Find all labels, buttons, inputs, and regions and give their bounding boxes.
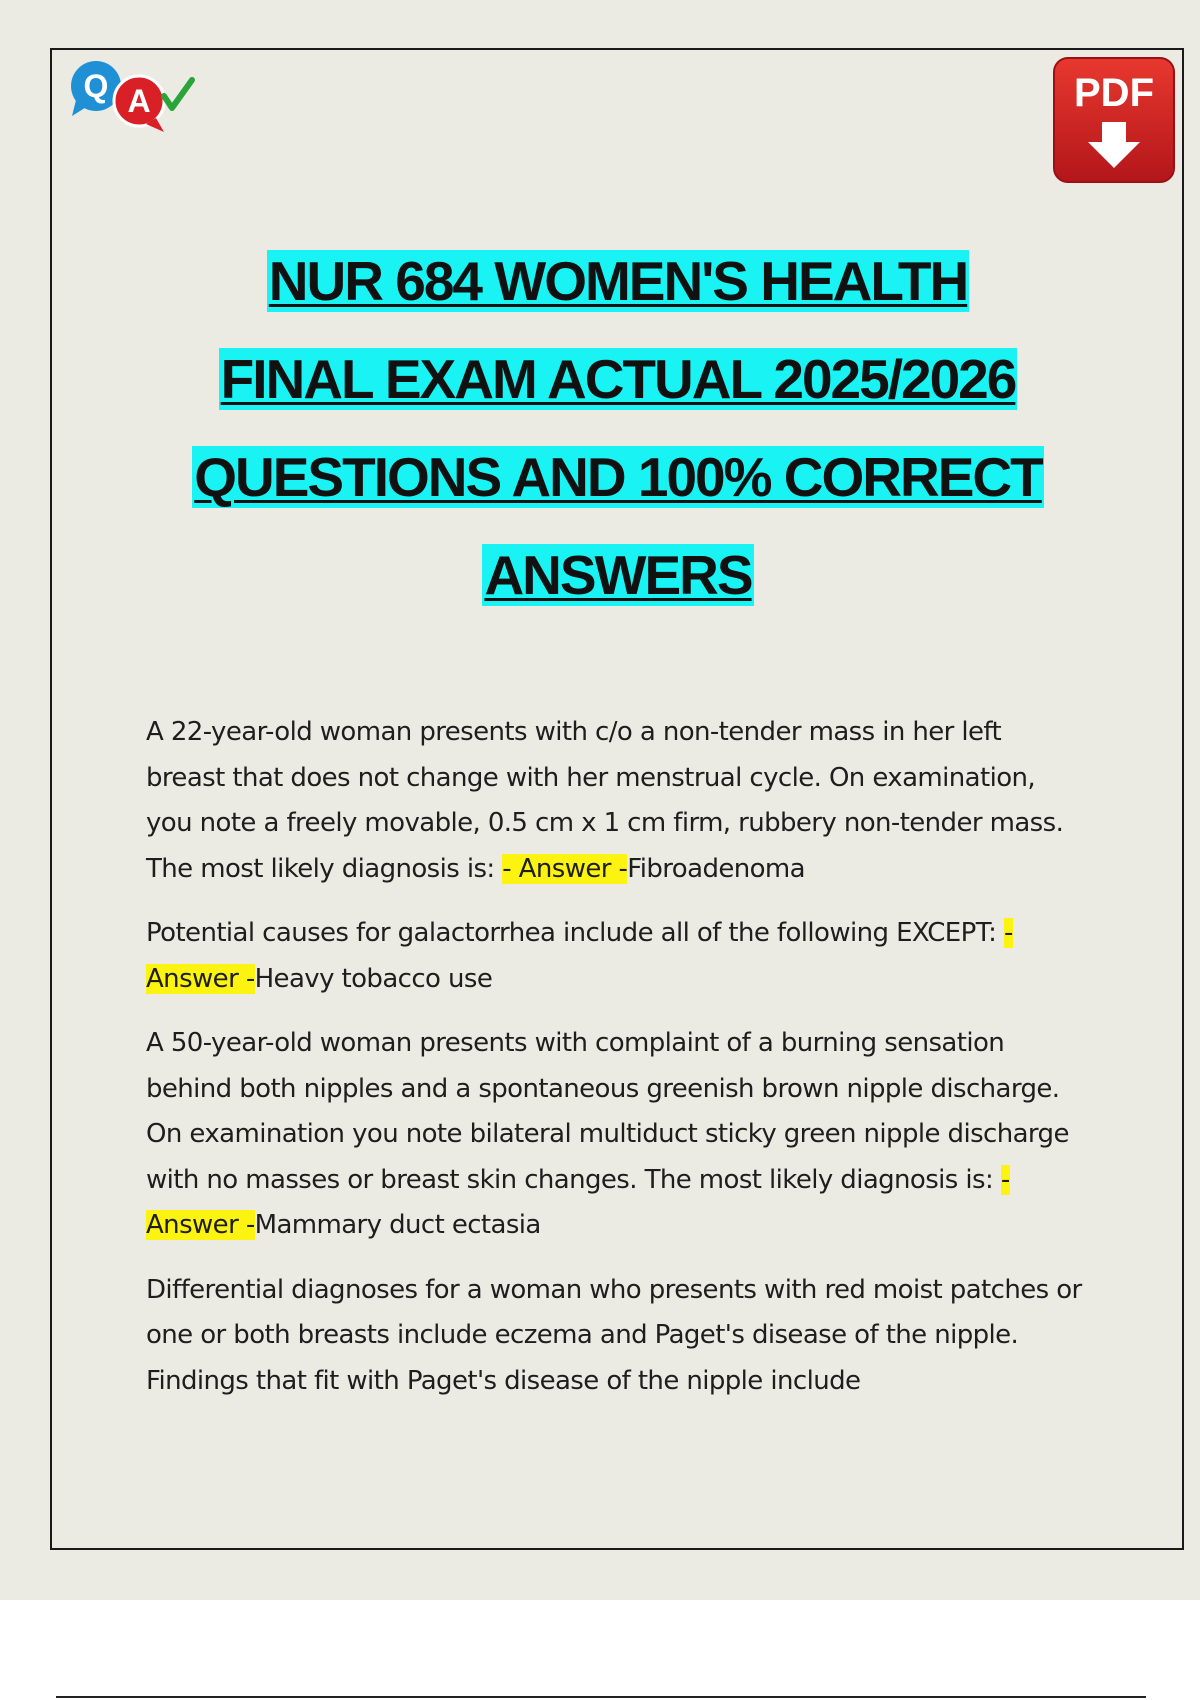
next-page-divider	[56, 1696, 1146, 1698]
title-line-1: NUR 684 WOMEN'S HEALTH	[268, 250, 968, 312]
answer-marker: - Answer -	[146, 918, 1013, 994]
title-line-3: QUESTIONS AND 100% CORRECT	[194, 446, 1042, 508]
question-text: Differential diagnoses for a woman who presents with red moist patches or one or both breasts include eczema and Paget's disease of the nipple. Findings that fit with Paget's disease of the nipple include	[146, 1274, 1082, 1396]
logo-q-letter: Q	[83, 68, 109, 104]
pdf-label: PDF	[1074, 71, 1154, 115]
question-text: A 22-year-old woman presents with c/o a non-tender mass in her left breast that does not change with her menstrual cycle. On examination, you note a freely movable, 0.5 cm x 1 cm firm, rubbery non-tender mass. The most likely diagnosis is:	[146, 717, 1064, 884]
qa-item	[146, 710, 1086, 892]
answer-text: Heavy tobacco use	[254, 963, 493, 994]
answer-text: Fibroadenoma	[627, 853, 805, 884]
answer-marker: - Answer -	[146, 1164, 1010, 1240]
question-text: A 50-year-old woman presents with complaint of a burning sensation behind both nipples and a spontaneous greenish brown nipple discharge. On examination you note bilateral multiduct sticky green nipple discharge with no masses or breast skin changes. The most likely diagnosis is:	[146, 1028, 1069, 1195]
title-line-4: ANSWERS	[484, 544, 752, 606]
qa-logo-icon	[68, 56, 198, 136]
document-title	[100, 232, 1136, 624]
qa-item	[146, 1021, 1086, 1249]
qa-item	[146, 911, 1086, 1002]
checkmark-icon	[164, 80, 192, 108]
pdf-download-icon	[1052, 56, 1176, 184]
question-text: Potential causes for galactorrhea include all of the following EXCEPT:	[146, 918, 1004, 948]
title-line-2: FINAL EXAM ACTUAL 2025/2026	[220, 348, 1016, 410]
qa-item	[146, 1268, 1086, 1405]
logo-a-letter: A	[127, 83, 151, 119]
answer-text: Mammary duct ectasia	[254, 1210, 541, 1240]
qa-list	[146, 710, 1086, 1423]
answer-marker: - Answer -	[502, 853, 628, 884]
